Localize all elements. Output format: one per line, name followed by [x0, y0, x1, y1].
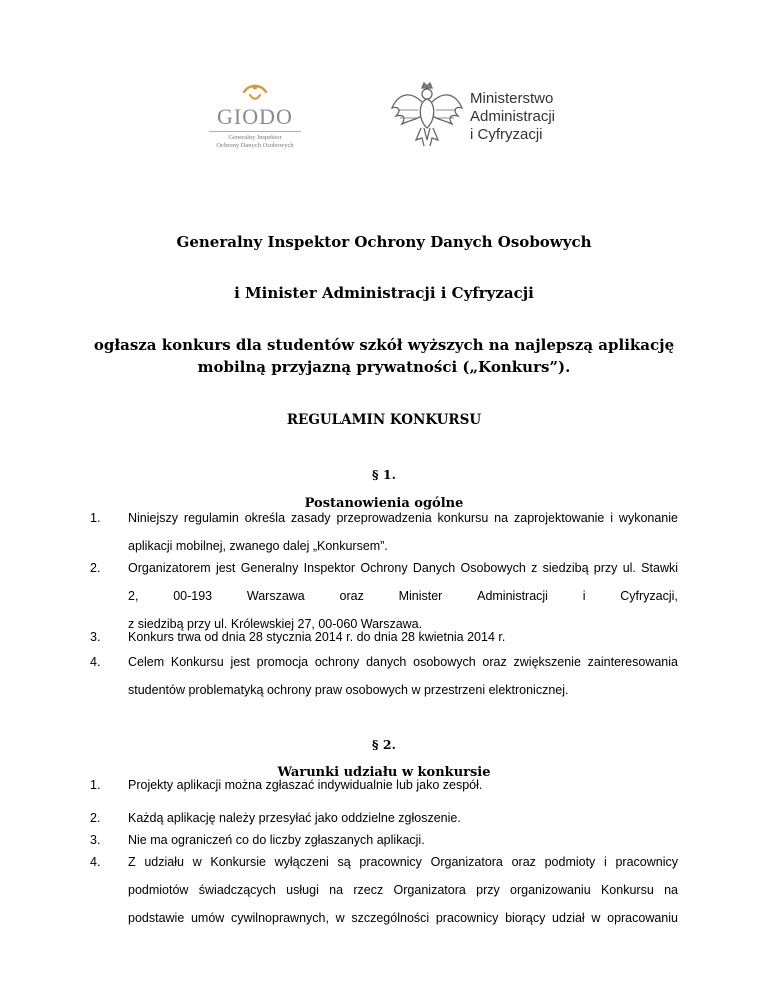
giodo-divider [209, 131, 301, 132]
heading-minister: i Minister Administracji i Cyfryzacji [234, 284, 534, 302]
heading-regulamin: REGULAMIN KONKURSU [286, 412, 482, 428]
header-logos [0, 80, 768, 170]
heading-giodo: Generalny Inspektor Ochrony Danych Osobowych [176, 233, 592, 251]
item-2-address-line: 2, 00-193 Warszawa oraz Minister Administracji i Cyfryzacji, [128, 589, 678, 603]
giodo-subtitle: Generalny Inspektor Ochrony Danych Osobowych [216, 134, 294, 149]
section-2-title: Warunki udziału w konkursie [277, 765, 491, 780]
polish-eagle-icon [388, 80, 466, 150]
ministry-wordmark: Ministerstwo Administracji i Cyfryzacji [470, 90, 556, 143]
section-1-number: § 1. [372, 467, 396, 482]
heading-announcement: ogłasza konkurs dla studentów szkół wyższych na najlepszą aplikację mobilną przyjazną prywatności („Konkurs”). [93, 336, 675, 376]
giodo-logo [205, 82, 305, 158]
giodo-wordmark: GIODO [217, 104, 293, 129]
section-1-title: Postanowienia ogólne [304, 496, 464, 511]
giodo-figure-icon [241, 82, 269, 102]
section-2-number: § 2. [372, 737, 396, 752]
